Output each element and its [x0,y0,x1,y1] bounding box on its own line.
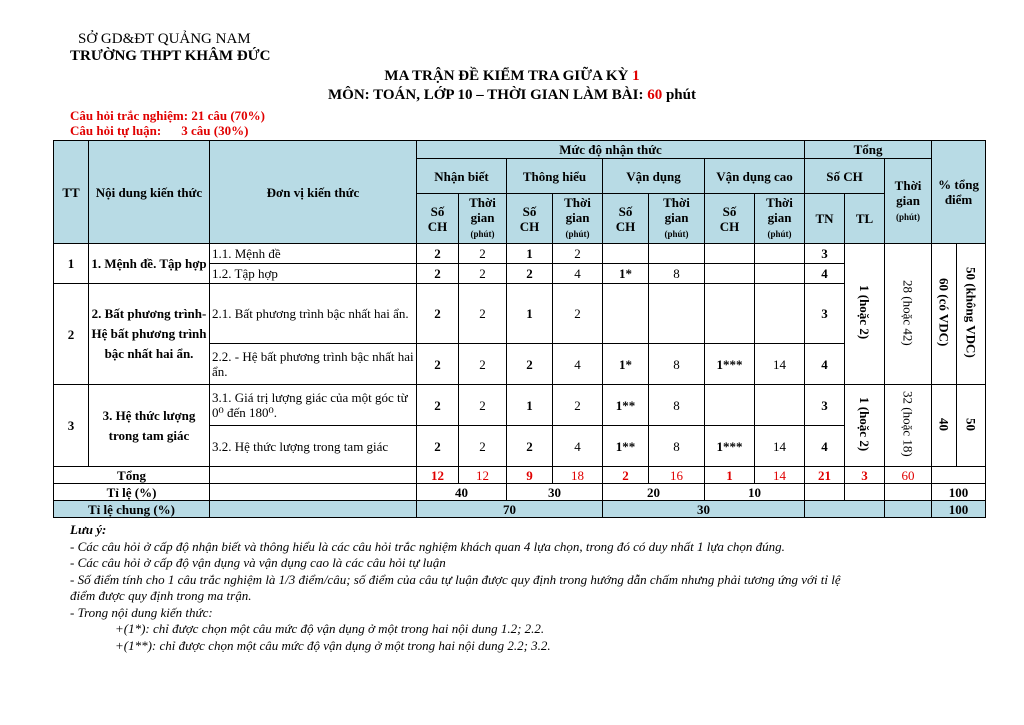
essay-value: 3 câu (30%) [181,123,249,138]
ratio-vdc: 10 [705,484,805,501]
subtitle-text: MÔN: TOÁN, LỚP 10 – THỜI GIAN LÀM BÀI: [328,87,648,103]
cell-tn: 4 [805,426,845,467]
header-total-time [885,159,932,244]
general-ratio-total: 100 [932,501,986,518]
header-count-word2: CH [519,218,540,234]
cell-th-ch: 2 [507,264,553,284]
row-unit: 2.2. - Hệ bất phương trình bậc nhất hai ẩn. [210,344,417,385]
cell-tn: 3 [805,385,845,426]
cell-pct-group-a2 [957,244,986,385]
ratio-nb: 40 [417,484,507,501]
ratio-empty [210,484,417,501]
header-content: Nội dung kiến thức [89,141,210,244]
header-count-word1: Số [522,203,537,219]
row-content: 3. Hệ thức lượng trong tam giác [89,385,210,467]
cell-pct-group-b2 [957,385,986,467]
cell-vd-time [649,284,705,344]
header-count-word1: Số [430,203,445,219]
header-total: Tổng [805,141,932,159]
header-van-dung: Vận dụng [603,159,705,194]
row-content: 1. Mệnh đề. Tập hợp [89,244,210,284]
tl-group-b-text: 1 (hoặc 2) [857,396,873,452]
general-empty [210,501,417,518]
header-time-word1: Thời [663,195,690,210]
note-item: - Các câu hỏi ở cấp độ nhận biết và thông hiểu là các câu hỏi trắc nghiệm khách quan 4 lựa chọn, trong đó có duy nhất 1 lựa chọn đúng. [70,538,785,554]
total-row [54,467,986,484]
cell-tl-group-a [845,244,885,385]
note-item: +(1*): chỉ được chọn một câu mức độ vận dụng ở một trong hai nội dung 1.2; 2.2. [115,621,545,636]
total-nb-ch: 12 [417,467,459,484]
header-time [553,194,603,244]
cell-nb-ch: 2 [417,385,459,426]
table-row [54,244,986,264]
ratio-label: Tỉ lệ (%) [54,484,210,501]
cell-vd-time: 8 [649,385,705,426]
header-total-time-unit: (phút) [896,211,921,222]
header-count-word1: Số [618,203,633,219]
cell-nb-ch: 2 [417,284,459,344]
cell-th-time: 4 [553,426,603,467]
cell-tl-group-b [845,385,885,467]
ratio-empty [845,484,885,501]
essay-count [70,123,248,138]
subtitle-unit: phút [662,87,696,103]
header-time-word1: Thời [766,195,793,210]
cell-vd-ch: 1* [603,344,649,385]
department-name: SỞ GD&ĐT QUẢNG NAM [78,31,251,47]
cell-nb-ch: 2 [417,426,459,467]
pct-group-a2-text: 50 (không VDC) [963,267,979,358]
total-vdc-ch: 1 [705,467,755,484]
cell-vd-ch [603,284,649,344]
header-tt: TT [54,141,89,244]
row-unit: 3.2. Hệ thức lượng trong tam giác [210,426,417,467]
header-count-word2: CH [615,218,636,234]
ratio-total: 100 [932,484,986,501]
cell-pct-group-a1 [932,244,957,385]
table-row [54,385,986,426]
header-time-unit: (phút) [565,229,590,239]
cell-nb-time: 2 [459,426,507,467]
cell-nb-time: 2 [459,385,507,426]
cell-nb-ch: 2 [417,264,459,284]
note-item: - Số điểm tính cho 1 câu trắc nghiệm là 1/3 điểm/câu; số điểm của câu tự luận được quy định trong hướng dẫn chấm nhưng phải tương ứng với tỉ lệ [70,571,841,587]
cell-vd-time: 8 [649,344,705,385]
header-percent: % tổng điểm [932,141,986,244]
header-count [705,194,755,244]
row-content: 2. Bất phương trình- Hệ bất phương trình bậc nhất hai ẩn. [89,284,210,385]
cell-pct-group-b1 [932,385,957,467]
cell-tn: 3 [805,284,845,344]
cell-nb-time: 2 [459,344,507,385]
header-count-word1: Số [722,203,737,219]
cell-th-ch: 1 [507,385,553,426]
cell-vdc-ch [705,385,755,426]
total-vd-time: 16 [649,467,705,484]
cell-vdc-ch [705,244,755,264]
cell-vdc-ch: 1*** [705,344,755,385]
cell-vdc-ch: 1*** [705,426,755,467]
pct-group-a1-text: 60 (có VDC) [936,278,952,347]
total-tl: 3 [845,467,885,484]
header-time-word2: gian [767,210,792,225]
header-time-unit: (phút) [470,229,495,239]
title-text: MA TRẬN ĐỀ KIỂM TRA GIỮA KỲ [384,68,633,84]
general-empty [805,501,885,518]
total-th-ch: 9 [507,467,553,484]
header-tl: TL [845,194,885,244]
title-number: 1 [632,68,640,84]
essay-label: Câu hỏi tự luận: [70,123,162,138]
header-time [755,194,805,244]
header-tn: TN [805,194,845,244]
cell-vd-ch: 1* [603,264,649,284]
cell-nb-time: 2 [459,284,507,344]
ratio-row [54,484,986,501]
pct-group-b1-text: 40 [936,417,952,431]
header-level: Mức độ nhận thức [417,141,805,159]
header-time-word2: gian [565,210,590,225]
cell-th-time: 4 [553,344,603,385]
header-time [649,194,705,244]
cell-vdc-ch [705,264,755,284]
header-total-count: Số CH [805,159,885,194]
cell-th-ch: 1 [507,284,553,344]
header-count [507,194,553,244]
total-vd-ch: 2 [603,467,649,484]
cell-time-group-a [885,244,932,385]
header-nhan-biet: Nhận biết [417,159,507,194]
cell-vd-ch: 1** [603,426,649,467]
row-unit: 2.1. Bất phương trình bậc nhất hai ẩn. [210,284,417,344]
header-count-word2: CH [427,218,448,234]
header-time-unit: (phút) [664,229,689,239]
cell-nb-ch: 2 [417,244,459,264]
cell-vd-ch [603,244,649,264]
note-item: +(1**): chỉ được chọn một câu mức độ vận dụng ở một trong hai nội dung 2.2; 3.2. [115,637,551,653]
header-total-time-label: Thời gian [894,177,922,208]
cell-th-ch: 1 [507,244,553,264]
cell-tn: 3 [805,244,845,264]
row-unit: 1.1. Mệnh đề [210,244,417,264]
cell-time-group-b [885,385,932,467]
exam-matrix-table [53,140,986,518]
row-unit: 3.1. Giá trị lượng giác của một góc từ 0⁰ đến 180⁰. [210,385,417,426]
total-vdc-time: 14 [755,467,805,484]
ratio-empty [805,484,845,501]
notes-section [70,522,970,654]
total-empty [210,467,417,484]
general-ratio-b: 30 [603,501,805,518]
ratio-vd: 20 [603,484,705,501]
cell-vd-time [649,244,705,264]
subtitle-minutes: 60 [647,87,663,103]
mcq-count: Câu hỏi trắc nghiệm: 21 câu (70%) [70,108,265,123]
time-group-b-text: 32 (hoặc 18) [900,391,916,457]
document-title [0,68,1024,85]
document-subtitle [0,87,1024,104]
cell-nb-time: 2 [459,244,507,264]
cell-th-time: 2 [553,244,603,264]
row-unit: 1.2. Tập hợp [210,264,417,284]
cell-nb-ch: 2 [417,344,459,385]
total-tn: 21 [805,467,845,484]
ratio-empty [885,484,932,501]
cell-vdc-time [755,244,805,264]
cell-nb-time: 2 [459,264,507,284]
row-tt: 3 [54,385,89,467]
row-tt: 2 [54,284,89,385]
cell-vd-time: 8 [649,426,705,467]
header-time-word2: gian [664,210,689,225]
tl-group-a-text: 1 (hoặc 2) [857,285,873,340]
row-tt: 1 [54,244,89,284]
notes-title: Lưu ý: [70,522,107,537]
cell-tn: 4 [805,264,845,284]
total-time: 60 [885,467,932,484]
header-time-word1: Thời [469,195,496,210]
header-van-dung-cao: Vận dụng cao [705,159,805,194]
cell-th-ch: 2 [507,426,553,467]
cell-th-time: 2 [553,385,603,426]
pct-group-b2-text: 50 [963,417,979,431]
cell-vdc-time [755,284,805,344]
ratio-th: 30 [507,484,603,501]
note-item: - Trong nội dung kiến thức: [70,604,213,620]
cell-vdc-time [755,385,805,426]
header-time-word1: Thời [564,195,591,210]
total-nb-time: 12 [459,467,507,484]
general-ratio-row [54,501,986,518]
cell-vd-time: 8 [649,264,705,284]
total-label: Tổng [54,467,210,484]
time-group-a-text: 28 (hoặc 42) [900,279,916,346]
cell-tn: 4 [805,344,845,385]
header-count-word2: CH [719,218,740,234]
cell-vd-ch: 1** [603,385,649,426]
header-time-unit: (phút) [767,229,792,239]
cell-th-time: 4 [553,264,603,284]
total-percent-empty [932,467,986,484]
cell-th-time: 2 [553,284,603,344]
header-count [603,194,649,244]
cell-vdc-time: 14 [755,426,805,467]
cell-vdc-ch [705,284,755,344]
header-thong-hieu: Thông hiểu [507,159,603,194]
total-th-time: 18 [553,467,603,484]
general-ratio-a: 70 [417,501,603,518]
general-empty [885,501,932,518]
general-ratio-label: Tỉ lệ chung (%) [54,501,210,518]
cell-th-ch: 2 [507,344,553,385]
cell-vdc-time [755,264,805,284]
header-count [417,194,459,244]
note-item: - Các câu hỏi ở cấp độ vận dụng và vận dụng cao là các câu hỏi tự luận [70,555,446,570]
header-unit: Đơn vị kiến thức [210,141,417,244]
note-item: điểm được quy định trong ma trận. [70,588,252,603]
header-time-word2: gian [470,210,495,225]
school-name: TRƯỜNG THPT KHÂM ĐỨC [70,48,271,64]
header-time [459,194,507,244]
cell-vdc-time: 14 [755,344,805,385]
